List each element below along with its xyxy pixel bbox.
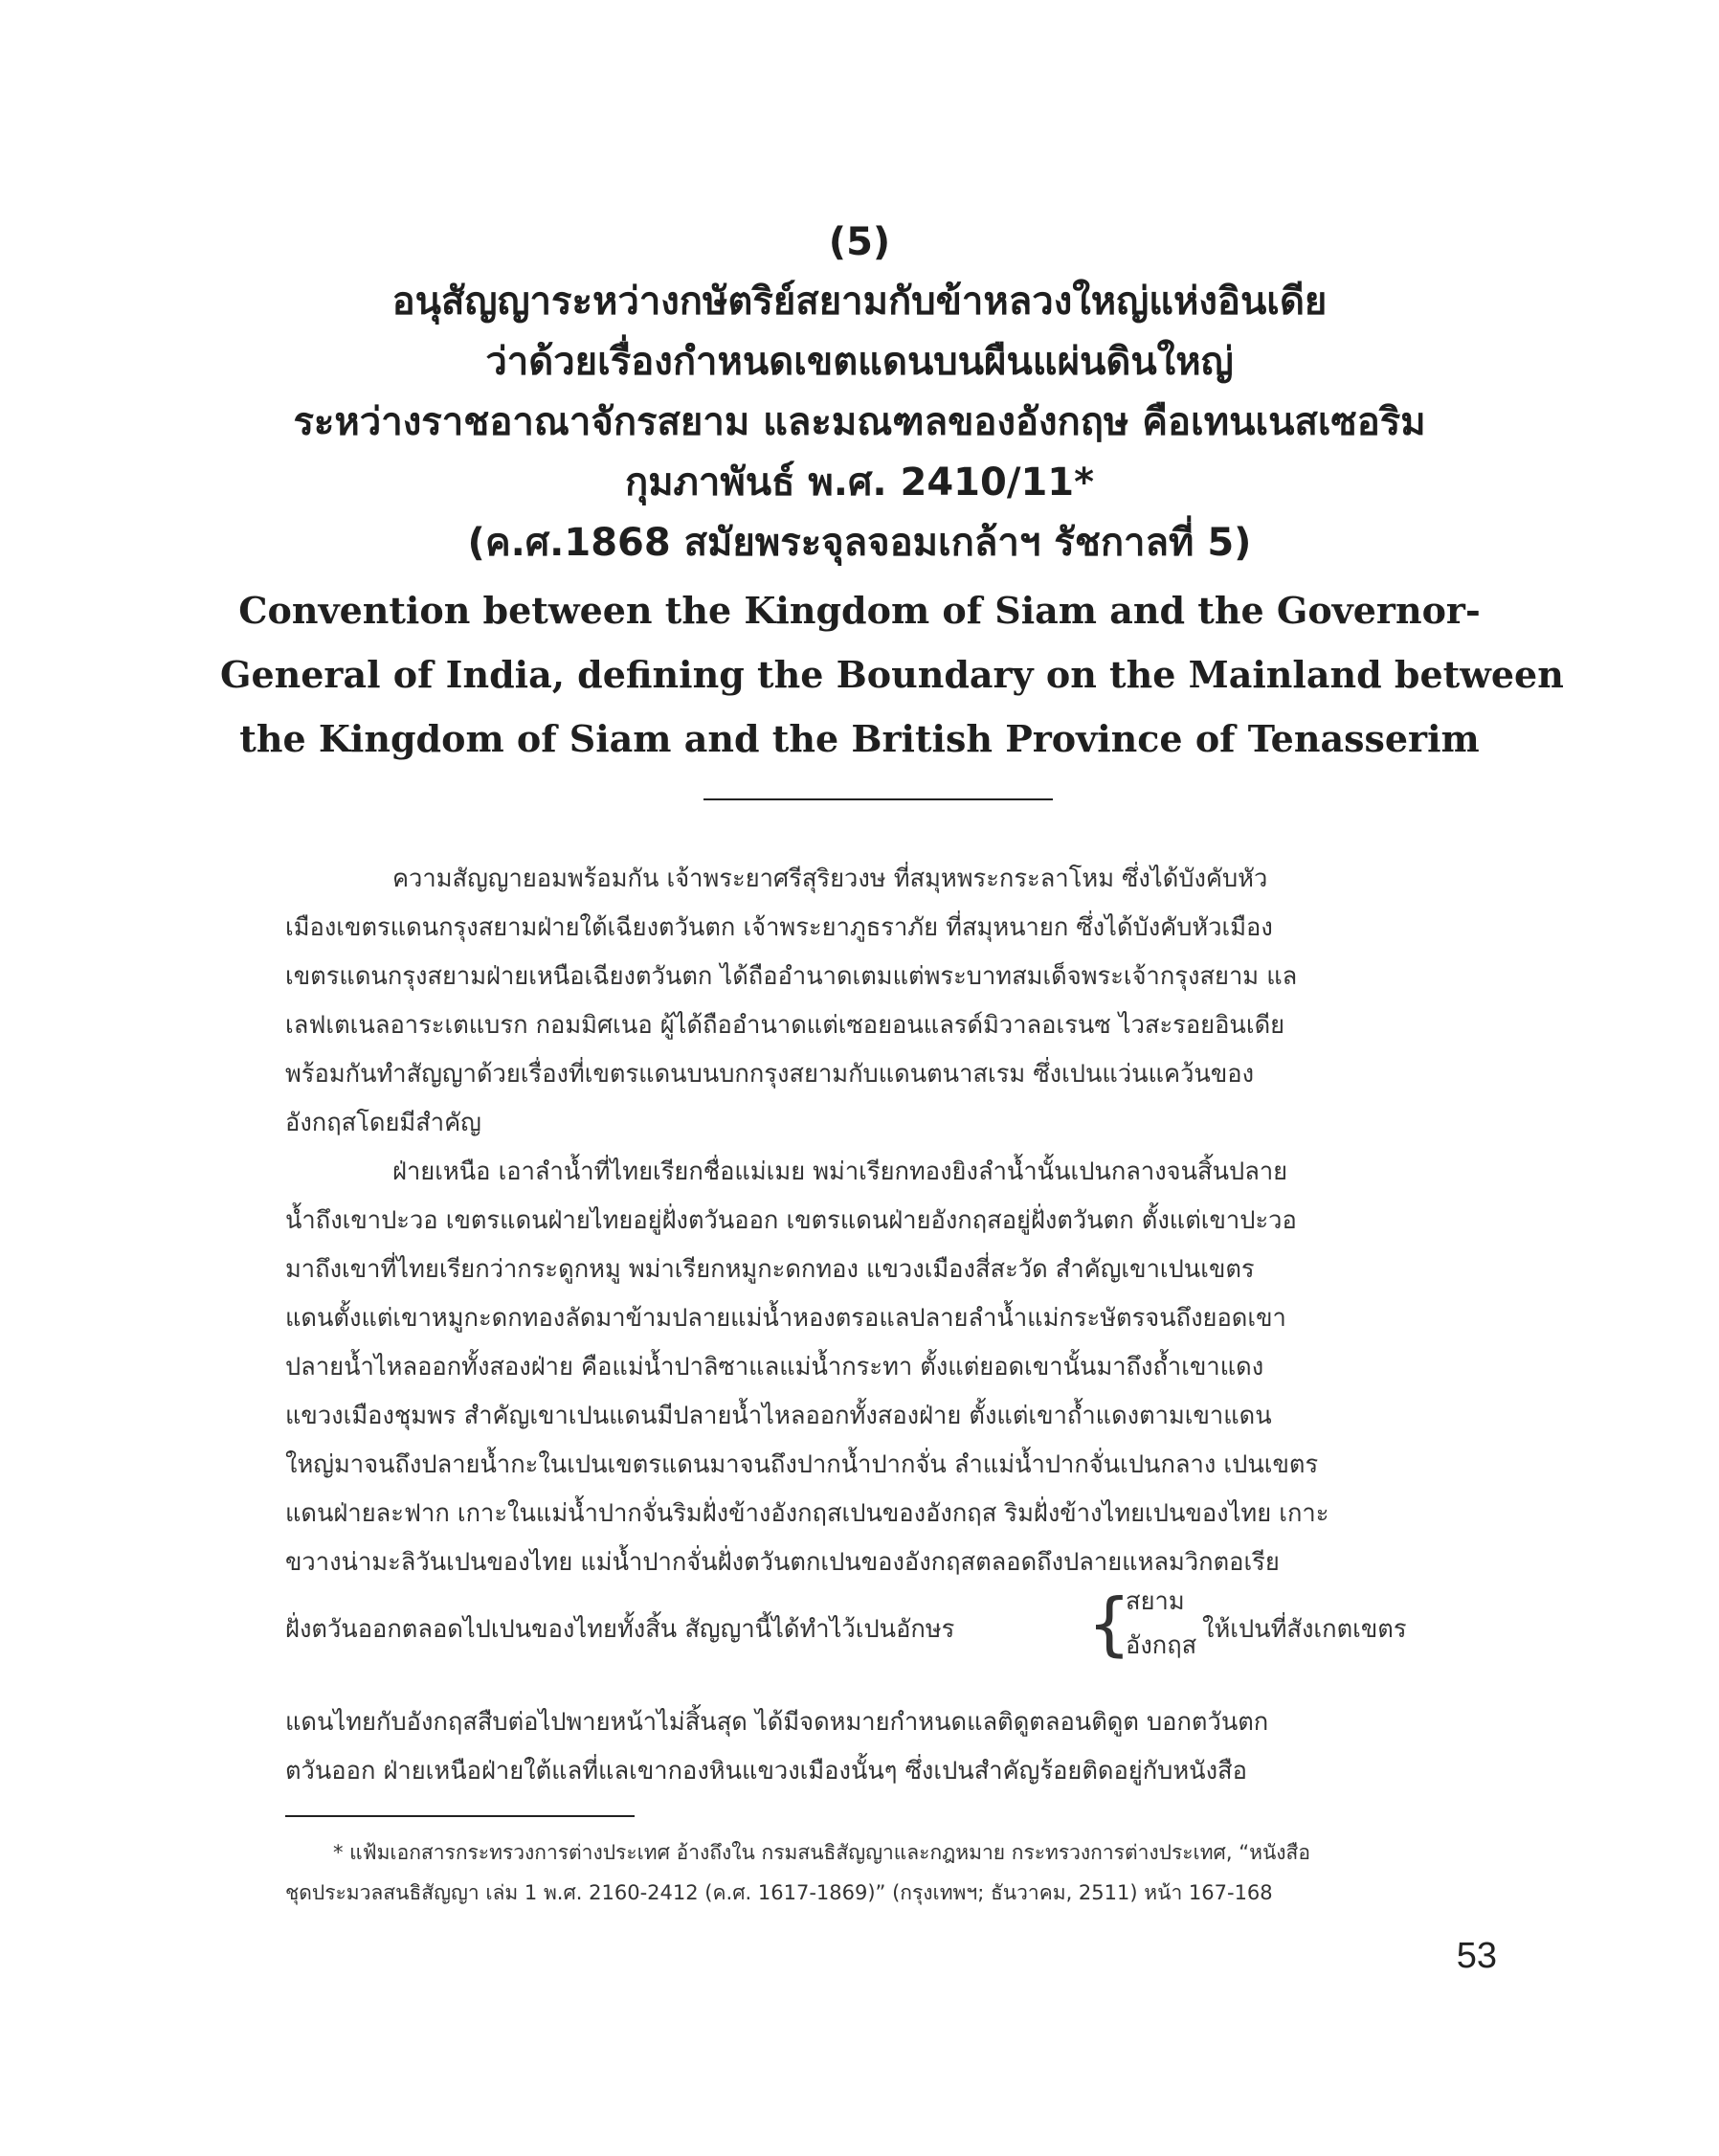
braced-line-left: ฝั่งตวันออกตลอดไปเปนของไทยทั้งสิ้น สัญญานี้ได้ทำไว้เปนอักษร bbox=[285, 1615, 955, 1644]
thai-title-line: ระหว่างราชอาณาจักรสยาม และมณฑลของอังกฤษ คือเทนเนสเซอริม bbox=[293, 400, 1426, 444]
brace-option-bottom: อังกฤส bbox=[1126, 1631, 1197, 1660]
footnote-divider bbox=[285, 1815, 635, 1817]
body-line: มาถึงเขาที่ไทยเรียกว่ากระดูกหมู พม่าเรียกหมูกะดกทอง แขวงเมืองสี่สะวัด สำคัญเขาเปนเขตร bbox=[285, 1255, 1255, 1284]
english-title-line: the Kingdom of Siam and the British Province of Tenasserim bbox=[239, 717, 1480, 760]
body-line: แดนตั้งแต่เขาหมูกะดกทองลัดมาข้ามปลายแม่น้ำหองตรอแลปลายลำน้ำแม่กระษัตรจนถึงยอดเขา bbox=[285, 1304, 1286, 1333]
body-line: แดนฝ่ายละฟาก เกาะในแม่น้ำปากจั่นริมฝั่งข้างอังกฤสเปนของอังกฤส ริมฝั่งข้างไทยเปนของไทย เกาะ bbox=[285, 1499, 1329, 1528]
curly-brace-icon: { bbox=[1087, 1583, 1131, 1664]
body-line: น้ำถึงเขาปะวอ เขตรแดนฝ่ายไทยอยู่ฝั่งตวันออก เขตรแดนฝ่ายอังกฤสอยู่ฝั่งตวันตก ตั้งแต่เขาปะวอ bbox=[285, 1206, 1297, 1235]
braced-line-right: ให้เปนที่สังเกตเขตร bbox=[1202, 1615, 1407, 1644]
thai-title-line: กุมภาพันธ์ พ.ศ. 2410/11* bbox=[624, 460, 1095, 505]
braced-line bbox=[285, 1580, 1472, 1675]
english-title-line: Convention between the Kingdom of Siam and the Governor- bbox=[238, 589, 1481, 632]
footnote-line: * แฟ้มเอกสารกระทรวงการต่างประเทศ อ้างถึงใน กรมสนธิสัญญาและกฎหมาย กระทรวงการต่างประเทศ, “หนังสือ bbox=[333, 1841, 1310, 1864]
page-number: 53 bbox=[1456, 1936, 1497, 1976]
document-heading bbox=[220, 213, 1499, 573]
body-text bbox=[285, 855, 1472, 1587]
title-divider bbox=[703, 798, 1053, 800]
body-line: ความสัญญายอมพร้อมกัน เจ้าพระยาศรีสุริยวงษ ที่สมุหพระกระลาโหม ซึ่งได้บังคับหัว bbox=[392, 865, 1268, 893]
thai-title-line: (ค.ศ.1868 สมัยพระจุลจอมเกล้าฯ รัชกาลที่ 5) bbox=[467, 521, 1252, 565]
footnote bbox=[285, 1832, 1472, 1913]
body-line: ฝ่ายเหนือ เอาลำน้ำที่ไทยเรียกชื่อแม่เมย พม่าเรียกทองยิงลำน้ำนั้นเปนกลางจนสิ้นปลาย bbox=[392, 1157, 1288, 1186]
thai-title-line: ว่าด้วยเรื่องกำหนดเขตแดนบนผืนแผ่นดินใหญ่ bbox=[485, 340, 1234, 384]
body-line: แขวงเมืองชุมพร สำคัญเขาเปนแดนมีปลายน้ำไหลออกทั้งสองฝ่าย ตั้งแต่เขาถ้ำแดงตามเขาแดน bbox=[285, 1402, 1272, 1430]
body-line: อังกฤสโดยมีสำคัญ bbox=[285, 1109, 481, 1137]
body-text-continued bbox=[285, 1698, 1472, 1796]
body-line: ตวันออก ฝ่ายเหนือฝ่ายใต้แลที่แลเขากองหินแขวงเมืองนั้นๆ ซึ่งเปนสำคัญร้อยติดอยู่กับหนังสือ bbox=[285, 1757, 1247, 1785]
body-line: เขตรแดนกรุงสยามฝ่ายเหนือเฉียงตวันตก ได้ถืออำนาดเตมแต่พระบาทสมเด็จพระเจ้ากรุงสยาม แล bbox=[285, 962, 1298, 991]
section-number: (5) bbox=[828, 220, 891, 264]
body-line: ปลายน้ำไหลออกทั้งสองฝ่าย คือแม่น้ำปาลิซาแลแม่น้ำกระทา ตั้งแต่ยอดเขานั้นมาถึงถ้ำเขาแดง bbox=[285, 1353, 1264, 1381]
english-title bbox=[220, 578, 1564, 771]
body-line: ใหญ่มาจนถึงปลายน้ำกะในเปนเขตรแดนมาจนถึงปากน้ำปากจั่น ลำแม่น้ำปากจั่นเปนกลาง เปนเขตร bbox=[285, 1450, 1319, 1479]
brace-options bbox=[1126, 1580, 1196, 1668]
body-line: ขวางน่ามะลิวันเปนของไทย แม่น้ำปากจั่นฝั่งตวันตกเปนของอังกฤสตลอดถึงปลายแหลมวิกตอเรีย bbox=[285, 1548, 1280, 1577]
body-line: เมืองเขตรแดนกรุงสยามฝ่ายใต้เฉียงตวันตก เจ้าพระยาภูธราภัย ที่สมุหนายก ซึ่งได้บังคับหัวเมือง bbox=[285, 913, 1273, 942]
brace-option-top: สยาม bbox=[1126, 1587, 1185, 1616]
thai-title-line: อนุสัญญาระหว่างกษัตริย์สยามกับข้าหลวงใหญ่แห่งอินเดีย bbox=[391, 280, 1328, 324]
footnote-line: ชุดประมวลสนธิสัญญา เล่ม 1 พ.ศ. 2160-2412 (ค.ศ. 1617-1869)” (กรุงเทพฯ; ธันวาคม, 2511) หน้า 167-168 bbox=[285, 1881, 1273, 1904]
english-title-line: General of India, defining the Boundary on the Mainland between bbox=[220, 653, 1564, 696]
body-line: พร้อมกันทำสัญญาด้วยเรื่องที่เขตรแดนบนบกกรุงสยามกับแดนตนาสเรม ซึ่งเปนแว่นแคว้นของ bbox=[285, 1060, 1255, 1089]
body-line: เลฟเตเนลอาระเตแบรก กอมมิศเนอ ผู้ได้ถืออำนาดแต่เซอยอนแลรด์มิวาลอเรนซ ไวสะรอยอินเดีย bbox=[285, 1011, 1285, 1040]
body-line: แดนไทยกับอังกฤสสืบต่อไปพายหน้าไม่สิ้นสุด ได้มีจดหมายกำหนดแลติดูตลอนติดูต บอกตวันตก bbox=[285, 1708, 1269, 1737]
